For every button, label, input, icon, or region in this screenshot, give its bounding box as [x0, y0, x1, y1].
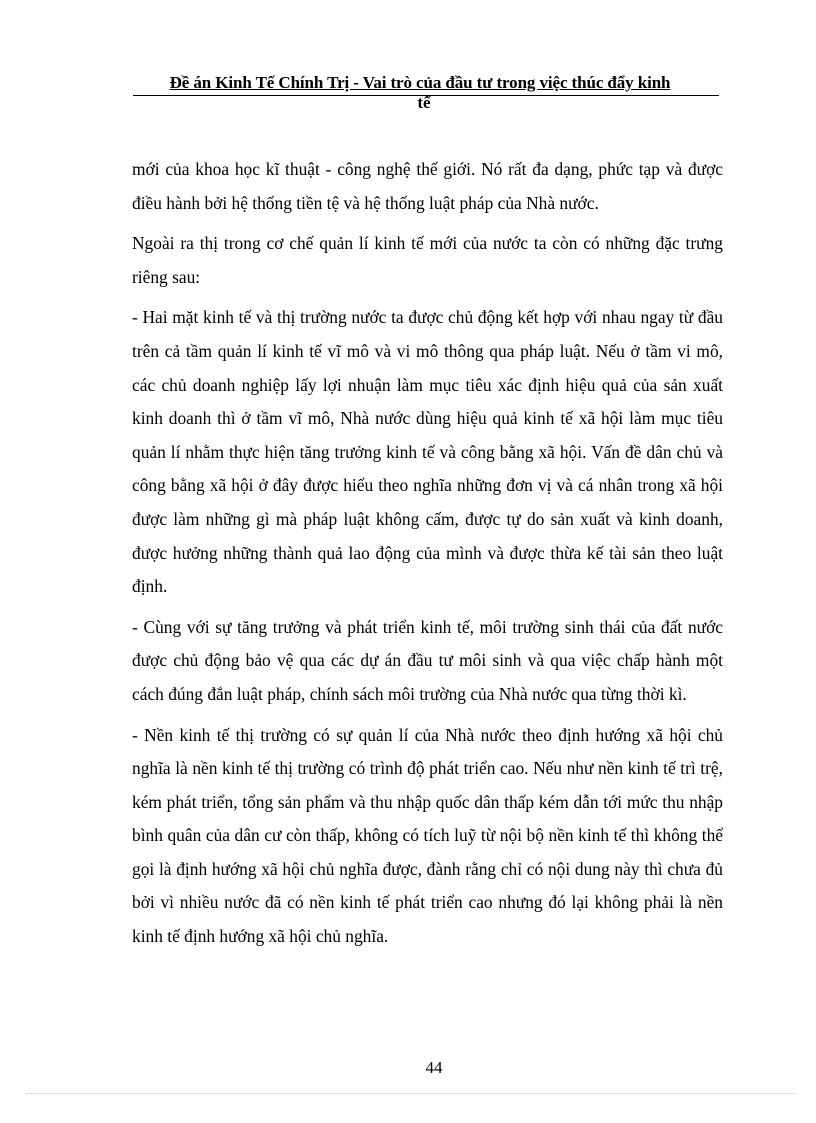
- header-rule: [133, 95, 719, 96]
- paragraph-1: mới của khoa học kĩ thuật - công nghệ thế giới. Nó rất đa dạng, phức tạp và được điều hành bởi hệ thống tiền tệ và hệ thống luật pháp của Nhà nước.: [132, 159, 723, 213]
- header-title-line-2: tế: [417, 93, 431, 112]
- paragraph-3: - Hai mặt kinh tế và thị trường nước ta được chủ động kết hợp với nhau ngay từ đầu trên cả tầm quản lí kinh tế vĩ mô và vi mô thông qua pháp luật. Nếu ở tầm vi mô, các chủ doanh nghiệp lấy lợi nhuận làm mục tiêu xác định hiệu quả của sản xuất kinh doanh thì ở tầm vĩ mô, Nhà nước dùng hiệu quả kinh tế xã hội làm mục tiêu quản lí nhằm thực hiện tăng trưởng kinh tế và công bằng xã hội. Vấn đề dân chủ và công bằng xã hội ở đây được hiểu theo nghĩa những đơn vị và cá nhân trong xã hội được làm những gì mà pháp luật không cấm, được tự do sản xuất và kinh doanh, được hưởng những thành quả lao động của mình và được thừa kế tài sản theo luật định.: [132, 307, 723, 597]
- paragraph-5: - Nền kinh tế thị trường có sự quản lí của Nhà nước theo định hướng xã hội chủ nghĩa là nền kinh tế thị trường có trình độ phát triển cao. Nếu như nền kinh tế trì trệ, kém phát triển, tổng sản phẩm và thu nhập quốc dân thấp kém dẫn tới mức thu nhập bình quân của dân cư còn thấp, không có tích luỹ từ nội bộ nền kinh tế thì không thể gọi là định hướng xã hội chủ nghĩa được, đành rằng chỉ có nội dung này thì chưa đủ bởi vì nhiều nước đã có nền kinh tế phát triển cao nhưng đó lại không phải là nền kinh tế định hướng xã hội chủ nghĩa.: [132, 724, 723, 947]
- document-body: [132, 153, 723, 954]
- paragraph-2: Ngoài ra thị trong cơ chế quản lí kinh tế mới của nước ta còn có những đặc trưng riêng sau:: [132, 233, 723, 287]
- page-number: 44: [425, 1058, 443, 1077]
- header-title-line-1: Đề án Kinh Tế Chính Trị - Vai trò của đầu tư trong việc thúc đẩy kinh: [169, 73, 671, 92]
- footer-dotted-line: [26, 1093, 796, 1094]
- paragraph-4: - Cùng với sự tăng trưởng và phát triển kinh tế, môi trường sinh thái của đất nước được chủ động bảo vệ qua các dự án đầu tư môi sinh và qua việc chấp hành một cách đúng đắn luật pháp, chính sách môi trường của Nhà nước qua từng thời kì.: [132, 616, 723, 704]
- page-header: [100, 73, 740, 113]
